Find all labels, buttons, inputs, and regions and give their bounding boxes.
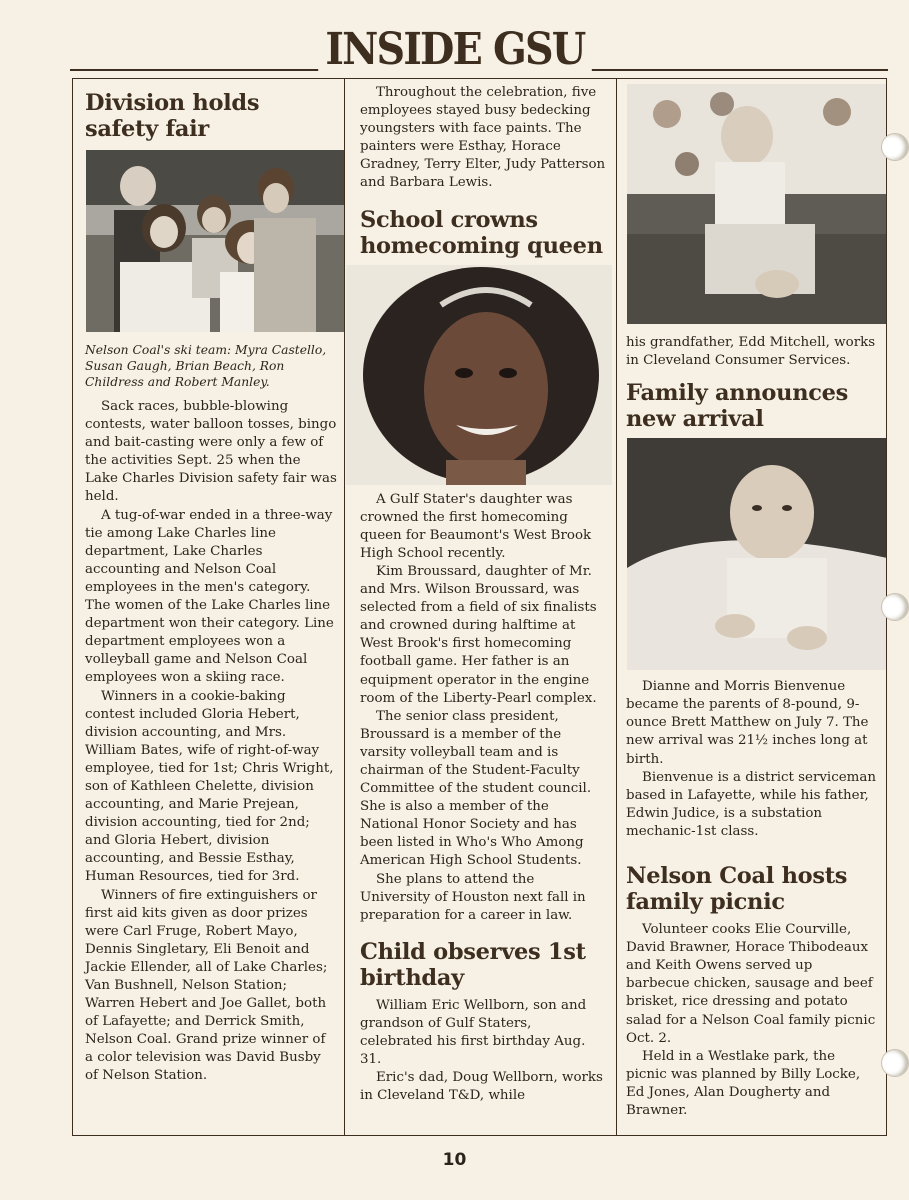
binder-hole xyxy=(881,133,909,161)
birthday-paragraph: Eric's dad, Doug Wellborn, works in Cleveland T&D, while xyxy=(360,1070,603,1104)
homecoming-headline: School crowns homecoming queen xyxy=(360,206,603,259)
column-divider xyxy=(344,78,345,1136)
arrival-headline: Family announces new arrival xyxy=(626,380,849,433)
masthead-title: INSIDE GSU xyxy=(318,26,592,74)
arrival-paragraph: Dianne and Morris Bienvenue became the parents of 8-pound, 9-ounce Brett Matthew on July 7. The new arrival was 21½ inches long at birth. xyxy=(626,679,869,767)
column-divider xyxy=(616,78,617,1136)
ski-team-photo xyxy=(86,150,344,332)
safety-fair-headline: Division holds safety fair xyxy=(85,90,260,142)
birthday-continued: his grandfather, Edd Mitchell, works in Cleveland Consumer Services. xyxy=(626,335,876,369)
homecoming-queen-photo xyxy=(346,265,612,485)
page-number: 10 xyxy=(442,1150,467,1170)
newborn-photo-art xyxy=(627,438,886,670)
birthday-headline: Child observes 1st birthday xyxy=(360,938,586,991)
column-1 xyxy=(73,78,344,1086)
safety-fair-paragraph: A tug-of-war ended in a three-way tie among Lake Charles line department, Lake Charles accounting and Nelson Coal employees in the men's category. The women of the Lake Charles line department won their category. Line department employees won a volleyball game and Nelson Coal employees won a skiing race. xyxy=(85,507,334,686)
safety-fair-paragraph: Sack races, bubble-blowing contests, water balloon tosses, bingo and bait-casting were only a few of the activities Sept. 25 when the Lake Charles Division safety fair was held. xyxy=(85,399,337,505)
picnic-paragraph: Held in a Westlake park, the picnic was planned by Billy Locke, Ed Jones, Alan Dougherty and Brawner. xyxy=(626,1048,861,1118)
ski-team-photo-art xyxy=(86,150,344,332)
picnic-headline: Nelson Coal hosts family picnic xyxy=(626,863,848,916)
birthday-paragraph: William Eric Wellborn, son and grandson of Gulf Staters, celebrated his first birthday Aug. 31. xyxy=(360,997,587,1068)
homecoming-paragraph: She plans to attend the University of Houston next fall in preparation for a career in law. xyxy=(360,871,586,923)
safety-fair-paragraph: Winners of fire extinguishers or first aid kits given as door prizes were Carl Fruge, Robert Mayo, Dennis Singletary, Eli Benoit and Jackie Ellender, all of Lake Charles; Van Bushnell, Nelson Station; Warren Hebert and Joe Gallet, both of Lafayette; and Derrick Smith, Nelson Coal. Grand prize winner of a color television was David Busby of Nelson Station. xyxy=(85,887,328,1084)
newborn-photo xyxy=(627,438,886,670)
birthday-child-photo xyxy=(627,84,886,324)
picnic-paragraph: Volunteer cooks Elie Courville, David Brawner, Horace Thibodeaux and Keith Owens served up barbecue chicken, sausage and beef brisket, rice dressing and potato salad for a Nelson Coal family picnic Oct. 2. xyxy=(626,922,876,1046)
arrival-paragraph: Bienvenue is a district serviceman based in Lafayette, while his father, Edwin Judice, is a substation mechanic-1st class. xyxy=(626,769,876,839)
homecoming-paragraph: Kim Broussard, daughter of Mr. and Mrs. Wilson Broussard, was selected from a field of six finalists and crowned during halftime at West Brook's first homecoming football game. Her father is an equipment operator in the engine room of the Liberty-Pearl complex. xyxy=(360,563,597,706)
column-3 xyxy=(618,78,886,1120)
binder-hole xyxy=(881,1049,909,1077)
safety-fair-paragraph: Winners in a cookie-baking contest included Gloria Hebert, division accounting, and Mrs. William Bates, wife of right-of-way employee, tied for 1st; Chris Wright, son of Kathleen Chelette, division accounting, and Marie Prejean, division accounting, tied for 2nd; and Gloria Hebert, division accounting, and Bessie Esthay, Human Resources, tied for 3rd. xyxy=(85,688,334,885)
homecoming-queen-photo-art xyxy=(346,265,612,485)
masthead xyxy=(0,26,909,74)
binder-hole xyxy=(881,593,909,621)
homecoming-paragraph: A Gulf Stater's daughter was crowned the first homecoming queen for Beaumont's West Brook High School recently. xyxy=(360,491,592,561)
column-2 xyxy=(346,78,616,1105)
homecoming-paragraph: The senior class president, Broussard is a member of the varsity volleyball team and is chairman of the Student-Faculty Committee of the student council. She is also a member of the National Honor Society and has been listed in Who's Who Among American High School Students. xyxy=(360,708,592,869)
safety-fair-continued: Throughout the celebration, five employees stayed busy bedecking youngsters with face paints. The painters were Esthay, Horace Gradney, Terry Elter, Judy Patterson and Barbara Lewis. xyxy=(360,85,606,191)
birthday-child-photo-art xyxy=(627,84,886,324)
ski-team-caption: Nelson Coal's ski team: Myra Castello, Susan Gaugh, Brian Beach, Ron Childress and Robert Manley. xyxy=(85,343,327,389)
